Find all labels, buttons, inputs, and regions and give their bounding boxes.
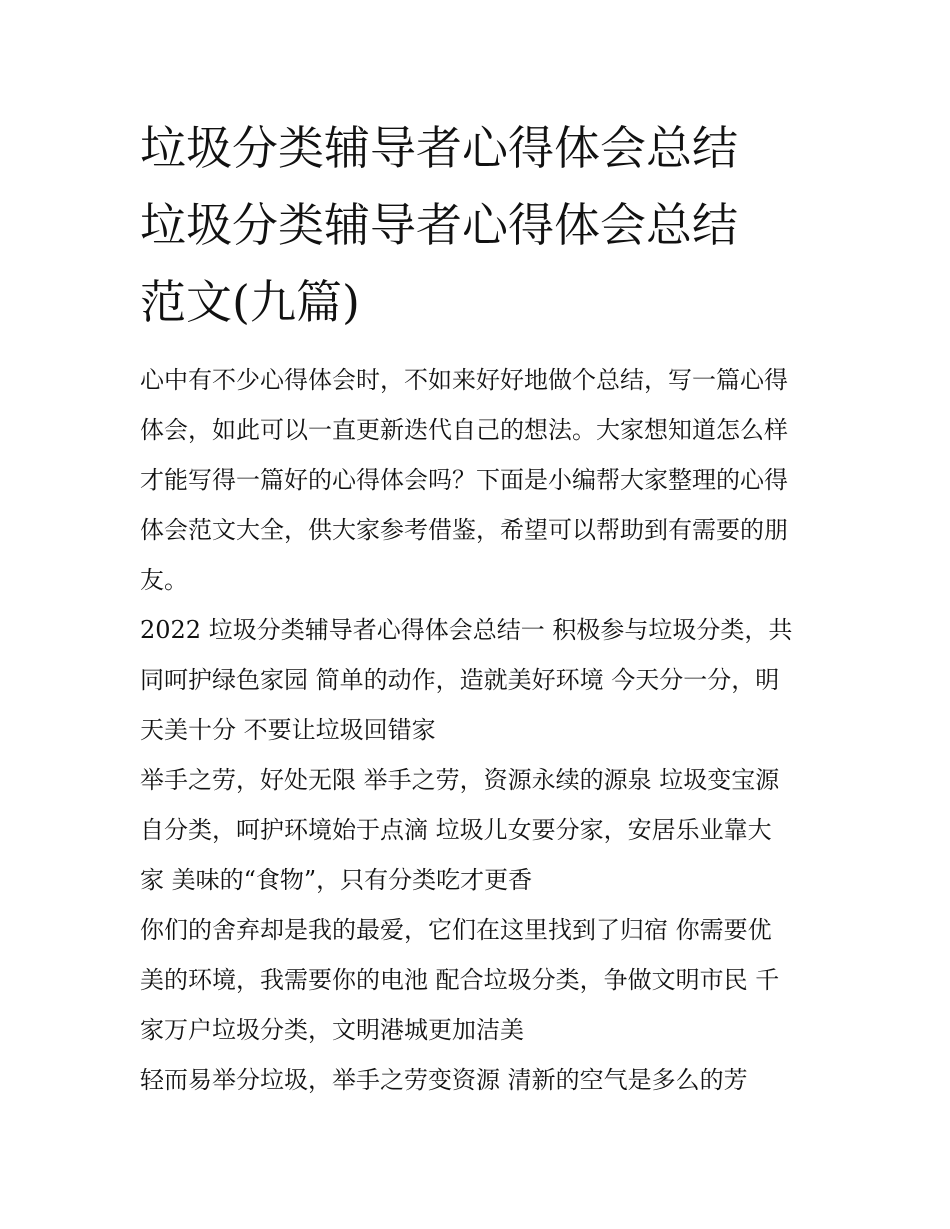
text-line: 同呵护绿色家园 简单的动作，造就美好环境 今天分一分，明 (140, 666, 780, 694)
title-line: 垃圾分类辅导者心得体会总结 (140, 198, 738, 252)
text-line: 体会范文大全，供大家参考借鉴，希望可以帮助到有需要的朋 (140, 516, 788, 544)
slogan-paragraph (140, 1055, 820, 1105)
text-line: 心中有不少心得体会时，不如来好好地做个总结，写一篇心得 (140, 366, 788, 394)
intro-paragraph (140, 355, 820, 605)
slogan-paragraph (140, 605, 820, 755)
text-line: 友。 (140, 566, 188, 594)
slogan-paragraph (140, 905, 820, 1055)
slogan-paragraph (140, 755, 820, 905)
title-line: 范文(九篇) (140, 275, 360, 329)
text-line: 你们的舍弃却是我的最爱，它们在这里找到了归宿 你需要优 (140, 916, 772, 944)
document-title (140, 110, 820, 341)
text-line: 举手之劳，好处无限 举手之劳，资源永续的源泉 垃圾变宝源 (140, 766, 780, 794)
title-line: 垃圾分类辅导者心得体会总结 (140, 121, 738, 175)
text-line: 自分类，呵护环境始于点滴 垃圾儿女要分家，安居乐业靠大 (140, 816, 772, 844)
text-line: 家 美味的“食物”，只有分类吃才更香 (140, 866, 533, 894)
text-line: 家万户垃圾分类，文明港城更加洁美 (140, 1016, 524, 1044)
text-line: 才能写得一篇好的心得体会吗？下面是小编帮大家整理的心得 (140, 466, 788, 494)
document-body (140, 355, 820, 1105)
text-line: 体会，如此可以一直更新迭代自己的想法。大家想知道怎么样 (140, 416, 788, 444)
text-line: 天美十分 不要让垃圾回错家 (140, 716, 436, 744)
text-line: 美的环境，我需要你的电池 配合垃圾分类，争做文明市民 千 (140, 966, 780, 994)
text-line: 轻而易举分垃圾，举手之劳变资源 清新的空气是多么的芳 (140, 1066, 748, 1094)
text-line: 2022 垃圾分类辅导者心得体会总结一 积极参与垃圾分类，共 (140, 616, 793, 644)
